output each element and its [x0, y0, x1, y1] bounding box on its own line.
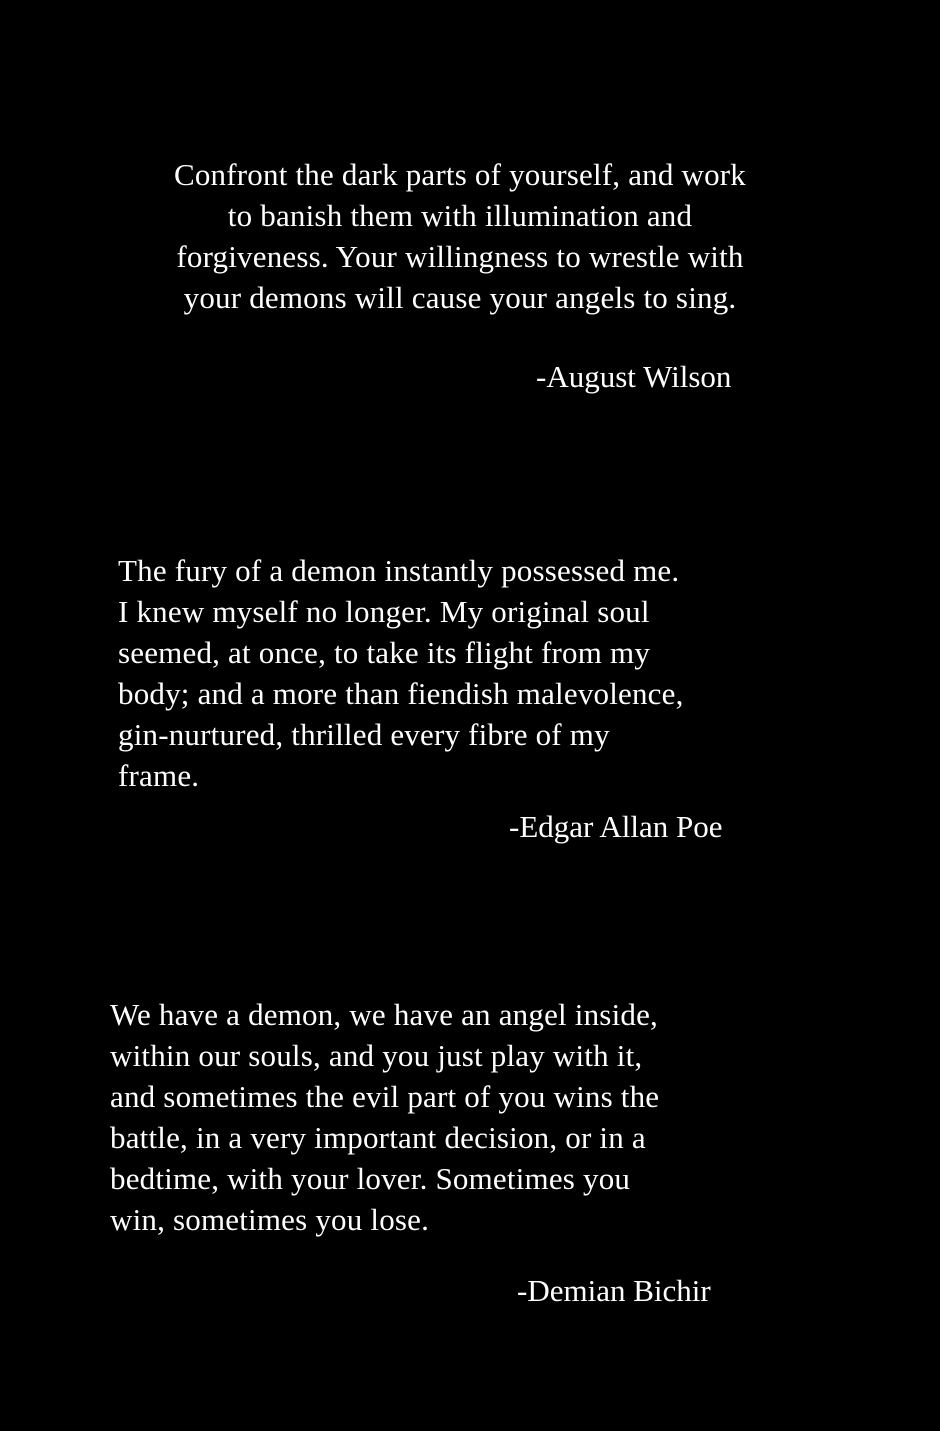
quote-line: We have a demon, we have an angel inside, — [110, 997, 658, 1032]
quote-line: to banish them with illumination and — [227, 198, 693, 233]
quote-line: The fury of a demon instantly possessed me. — [118, 553, 680, 588]
quote-line: Confront the dark parts of yourself, and work — [173, 157, 747, 192]
quote-line: body; and a more than fiendish malevolence, — [118, 676, 684, 711]
attribution-edgar-allan-poe: -Edgar Allan Poe — [509, 809, 723, 844]
quote-august-wilson — [110, 154, 810, 318]
quote-line: your demons will cause your angels to sing. — [183, 280, 737, 315]
quote-line: seemed, at once, to take its flight from my — [118, 635, 651, 670]
quote-demian-bichir — [110, 994, 830, 1240]
attribution-august-wilson: -August Wilson — [536, 359, 732, 394]
quote-line: and sometimes the evil part of you wins the — [110, 1079, 660, 1114]
attribution-demian-bichir: -Demian Bichir — [517, 1273, 711, 1308]
quote-line: I knew myself no longer. My original soul — [118, 594, 650, 629]
quote-line: frame. — [118, 758, 200, 793]
quote-line: win, sometimes you lose. — [110, 1202, 430, 1237]
quote-line: gin-nurtured, thrilled every fibre of my — [118, 717, 610, 752]
quote-line: forgiveness. Your willingness to wrestle with — [176, 239, 744, 274]
quote-line: within our souls, and you just play with it, — [110, 1038, 643, 1073]
quote-line: bedtime, with your lover. Sometimes you — [110, 1161, 631, 1196]
quote-line: battle, in a very important decision, or in a — [110, 1120, 646, 1155]
quote-edgar-allan-poe — [118, 550, 838, 796]
